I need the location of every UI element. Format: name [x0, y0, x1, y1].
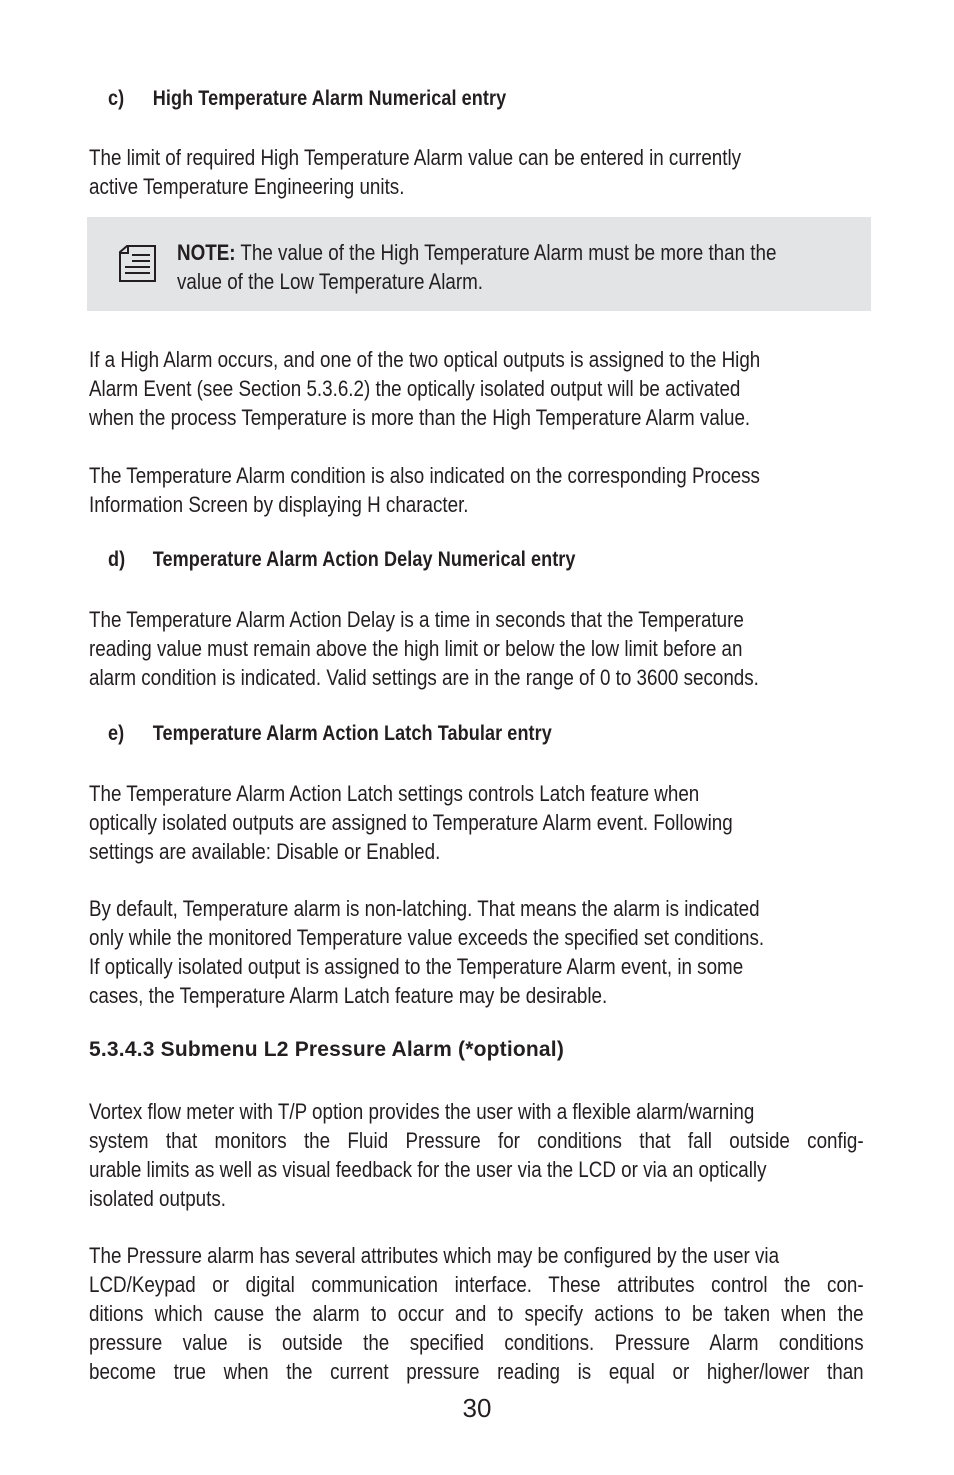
paragraph-action-latch — [89, 779, 864, 866]
paragraph-action-delay — [89, 605, 864, 692]
text-line: settings are available: Disable or Enabled. — [89, 839, 441, 864]
text-line: The Pressure alarm has several attributes which may be configured by the user via — [89, 1243, 780, 1268]
text-line: cases, the Temperature Alarm Latch feature may be desirable. — [89, 983, 608, 1008]
text-line: Alarm Event (see Section 5.3.6.2) the optically isolated output will be activated — [89, 376, 741, 401]
subheading-letter: c) — [108, 87, 125, 110]
subheading-c — [108, 87, 506, 111]
note-document-icon — [118, 245, 158, 283]
text-line: By default, Temperature alarm is non-latching. That means the alarm is indicated — [89, 896, 760, 921]
text-line: The limit of required High Temperature Alarm value can be entered in currently — [89, 145, 742, 170]
text-line: only while the monitored Temperature value exceeds the specified set conditions. — [89, 925, 765, 950]
paragraph-pressure-attributes — [89, 1241, 864, 1386]
subheading-e — [108, 722, 552, 746]
text-line: urable limits as well as visual feedback for the user via the LCD or via an optically — [89, 1157, 767, 1182]
subheading-letter: d) — [108, 548, 126, 571]
text-line: The Temperature Alarm Action Delay is a time in seconds that the Temperature — [89, 607, 744, 632]
note-line-1: The value of the High Temperature Alarm must be more than the — [235, 240, 777, 265]
text-line: LCD/Keypad or digital communication interface. These attributes control the con- — [89, 1272, 864, 1297]
text-line: active Temperature Engineering units. — [89, 174, 405, 199]
text-line: isolated outputs. — [89, 1186, 227, 1211]
section-heading: 5.3.4.3 Submenu L2 Pressure Alarm (*optional) — [89, 1038, 565, 1061]
text-line: The Temperature Alarm condition is also indicated on the corresponding Process — [89, 463, 760, 488]
subheading-letter: e) — [108, 722, 125, 745]
paragraph-pressure-intro — [89, 1097, 864, 1213]
text-line: when the process Temperature is more than the High Temperature Alarm value. — [89, 405, 751, 430]
text-line: ditions which cause the alarm to occur and to specify actions to be taken when the — [89, 1301, 864, 1326]
subheading-title: Temperature Alarm Action Latch Tabular entry — [152, 722, 552, 745]
page-number: 30 — [462, 1393, 492, 1423]
text-line: The Temperature Alarm Action Latch settings controls Latch feature when — [89, 781, 700, 806]
note-label: NOTE: — [177, 240, 236, 265]
text-line: If a High Alarm occurs, and one of the two optical outputs is assigned to the High — [89, 347, 761, 372]
note-line-2: value of the Low Temperature Alarm. — [177, 269, 484, 294]
paragraph-high-alarm-entry — [89, 143, 864, 201]
text-line: alarm condition is indicated. Valid settings are in the range of 0 to 3600 seconds. — [89, 665, 759, 690]
subheading-d — [108, 548, 576, 572]
subheading-title: Temperature Alarm Action Delay Numerical entry — [152, 548, 576, 571]
text-line: optically isolated outputs are assigned to Temperature Alarm event. Following — [89, 810, 733, 835]
text-line: system that monitors the Fluid Pressure for conditions that fall outside config- — [89, 1128, 864, 1153]
paragraph-high-alarm-event — [89, 345, 864, 432]
text-line: Information Screen by displaying H character. — [89, 492, 469, 517]
text-line: reading value must remain above the high limit or below the low limit before an — [89, 636, 743, 661]
text-line: Vortex flow meter with T/P option provides the user with a flexible alarm/warning — [89, 1099, 755, 1124]
text-line: become true when the current pressure reading is equal or higher/lower than — [89, 1359, 864, 1384]
text-line: pressure value is outside the specified conditions. Pressure Alarm conditions — [89, 1330, 864, 1355]
note-text — [177, 238, 867, 296]
text-line: If optically isolated output is assigned to the Temperature Alarm event, in some — [89, 954, 744, 979]
subheading-title: High Temperature Alarm Numerical entry — [152, 87, 507, 110]
paragraph-alarm-indication — [89, 461, 864, 519]
paragraph-latch-default — [89, 894, 864, 1010]
